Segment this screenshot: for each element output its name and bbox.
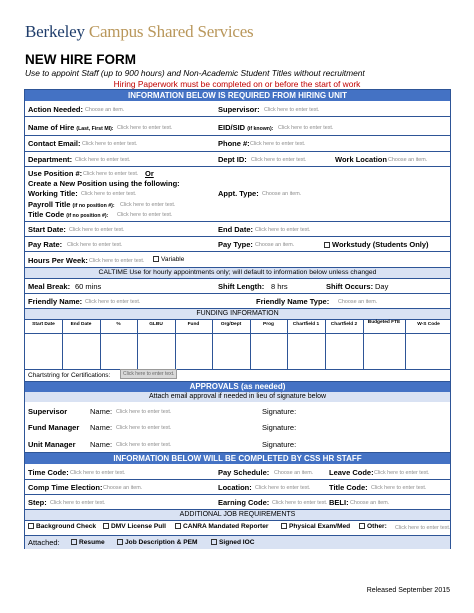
approval-signature-label: Signature: (262, 440, 297, 449)
location-label: Location: (218, 483, 252, 492)
signed-ioc-checkbox[interactable]: Signed IOC (211, 539, 255, 546)
end-date-label: End Date: (218, 225, 254, 234)
friendly-name-label: Friendly Name: (28, 297, 83, 306)
dept-id-input[interactable]: Click here to enter text. (251, 157, 307, 163)
checkbox-icon (281, 523, 287, 529)
or-label: Or (145, 169, 154, 178)
other-checkbox[interactable]: Other: (359, 523, 387, 530)
deadline-warning: Hiring Paperwork must be completed on or before the start of work (113, 79, 361, 89)
approvals-title: APPROVALS (as needed) (25, 382, 450, 392)
approval-role: Fund Manager (28, 423, 80, 432)
end-date-input[interactable]: Click here to enter text. (255, 227, 311, 233)
attached-label: Attached: (28, 538, 60, 547)
approval-role: Supervisor (28, 407, 68, 416)
work-location-label: Work Location (335, 155, 387, 164)
start-date-label: Start Date: (28, 225, 66, 234)
earning-code-label: Earning Code: (218, 498, 270, 507)
approval-name-label: Name: (90, 423, 113, 432)
funding-column-header: Chartfield 1 (292, 322, 320, 327)
funding-column-header: Fund (187, 322, 200, 327)
checkbox-icon (71, 539, 77, 545)
logo: Berkeley Campus Shared Services (25, 22, 254, 41)
working-title-input[interactable]: Click here to enter text. (81, 191, 137, 197)
pay-schedule-dropdown[interactable]: Choose an item. (274, 470, 314, 476)
shift-length-label: Shift Length: (218, 282, 265, 291)
dept-id-label: Dept ID: (218, 155, 247, 164)
action-needed-label: Action Needed: (28, 105, 84, 114)
checkbox-icon (28, 523, 34, 529)
resume-checkbox[interactable]: Resume (71, 539, 105, 546)
caltime-note: CALTIME Use for hourly appointments only; will default to information below unless changed (25, 268, 450, 278)
time-code-input[interactable]: Click here to enter text. (70, 470, 126, 476)
time-code-label: Time Code: (28, 468, 69, 477)
funding-column-header: W-S Code (417, 322, 440, 327)
shift-occurs-label: Shift Occurs: (326, 282, 374, 291)
appt-type-label: Appt. Type: (218, 189, 259, 198)
chartstring-label: Chartstring for Certifications: (28, 372, 111, 379)
pay-type-label: Pay Type: (218, 240, 253, 249)
friendly-name-type-dropdown[interactable]: Choose an item. (338, 299, 378, 305)
name-of-hire-input[interactable]: Click here to enter text. (117, 125, 173, 131)
variable-checkbox[interactable]: Variable (153, 256, 184, 263)
checkbox-icon (359, 523, 365, 529)
funding-column-header: % (116, 322, 121, 327)
supervisor-approval-name-input[interactable]: Click here to enter text. (116, 409, 172, 415)
friendly-name-type-label: Friendly Name Type: (256, 297, 330, 306)
approval-role: Unit Manager (28, 440, 76, 449)
form-subtitle: Use to appoint Staff (up to 900 hours) and Non-Academic Student Titles without recruitment (25, 68, 365, 78)
workstudy-checkbox[interactable]: Workstudy (Students Only) (324, 240, 429, 249)
meal-break-value[interactable]: 60 mins (75, 282, 102, 291)
leave-code-input[interactable]: Click here to enter text. (374, 470, 430, 476)
css-title-code-label: Title Code: (329, 483, 368, 492)
eid-sid-input[interactable]: Click here to enter text. (278, 125, 334, 131)
comp-time-label: Comp Time Election: (28, 483, 103, 492)
step-input[interactable]: Click here to enter text. (50, 500, 106, 506)
appt-type-dropdown[interactable]: Choose an item. (262, 191, 302, 197)
job-description-checkbox[interactable]: Job Description & PEM (117, 539, 198, 546)
checkbox-icon (324, 242, 330, 248)
step-label: Step: (28, 498, 47, 507)
leave-code-label: Leave Code: (329, 468, 374, 477)
shift-occurs-value[interactable]: Day (375, 282, 389, 291)
funding-column-header: End Date (70, 322, 92, 327)
approval-signature-label: Signature: (262, 407, 297, 416)
release-note: Released September 2015 (366, 587, 450, 594)
approval-name-label: Name: (90, 440, 113, 449)
pay-schedule-label: Pay Schedule: (218, 468, 270, 477)
contact-email-label: Contact Email: (28, 139, 81, 148)
funding-header-divider (25, 333, 450, 334)
beli-label: BELI: (329, 498, 349, 507)
approval-signature-label: Signature: (262, 423, 297, 432)
funding-column-header: Org/Dept (220, 322, 242, 327)
checkbox-icon (153, 256, 159, 262)
department-label: Department: (28, 155, 73, 164)
title-code-input[interactable]: Click here to enter text. (117, 212, 173, 218)
action-needed-dropdown[interactable]: Choose an item. (85, 107, 125, 113)
funding-column-header: Chartfield 2 (330, 322, 358, 327)
page-title: NEW HIRE FORM (25, 52, 136, 67)
unit-manager-name-input[interactable]: Click here to enter text. (116, 442, 172, 448)
work-location-dropdown[interactable]: Choose an item. (388, 157, 428, 163)
pay-rate-label: Pay Rate: (28, 240, 63, 249)
funding-column-divider (363, 319, 364, 369)
other-input[interactable]: Click here to enter text. (395, 525, 451, 531)
checkbox-icon (103, 523, 109, 529)
approval-name-label: Name: (90, 407, 113, 416)
position-number-input[interactable]: Click here to enter text. (83, 171, 139, 177)
supervisor-input[interactable]: Click here to enter text. (264, 107, 320, 113)
funding-title: FUNDING INFORMATION (25, 309, 450, 319)
comp-time-dropdown[interactable]: Choose an item. (103, 485, 143, 491)
hours-per-week-label: Hours Per Week: (28, 256, 88, 265)
approvals-note: Attach email approval if needed in lieu of signature below (25, 392, 450, 402)
supervisor-label: Supervisor: (218, 105, 260, 114)
eid-sid-label: EID/SID (if known): (218, 123, 274, 132)
title-code-label: Title Code (if no position #): (28, 210, 109, 219)
hours-per-week-input[interactable]: Click here to enter text. (89, 258, 145, 264)
chartstring-input[interactable]: Click here to enter text. (120, 369, 177, 379)
funding-column-header: Prog (263, 322, 274, 327)
payroll-title-label: Payroll Title (if no position #): (28, 200, 115, 209)
name-of-hire-label: Name of Hire (Last, First MI): (28, 123, 114, 132)
department-input[interactable]: Click here to enter text. (75, 157, 131, 163)
dmv-license-checkbox[interactable]: DMV License Pull (103, 523, 166, 530)
css-title-code-input[interactable]: Click here to enter text. (371, 485, 427, 491)
beli-dropdown[interactable]: Choose an item. (350, 500, 390, 506)
checkbox-icon (211, 539, 217, 545)
canra-reporter-checkbox[interactable]: CANRA Mandated Reporter (175, 523, 268, 530)
job-requirements-title: ADDITIONAL JOB REQUIREMENTS (25, 510, 450, 520)
new-hire-form (24, 89, 451, 549)
phone-input[interactable]: Click here to enter text. (250, 141, 306, 147)
earning-code-input[interactable]: Click here to enter text. (272, 500, 328, 506)
checkbox-icon (117, 539, 123, 545)
meal-break-label: Meal Break: (28, 282, 71, 291)
working-title-label: Working Title: (28, 189, 78, 198)
section-hiring-unit: INFORMATION BELOW IS REQUIRED FROM HIRING UNIT (25, 90, 450, 101)
friendly-name-input[interactable]: Click here to enter text. (85, 299, 141, 305)
start-date-input[interactable]: Click here to enter text. (69, 227, 125, 233)
pay-type-dropdown[interactable]: Choose an item. (255, 242, 295, 248)
pay-rate-input[interactable]: Click here to enter text. (67, 242, 123, 248)
checkbox-icon (175, 523, 181, 529)
phone-label: Phone #: (218, 139, 250, 148)
create-position-label: Create a New Position using the following: (28, 179, 180, 188)
contact-email-input[interactable]: Click here to enter text. (82, 141, 138, 147)
funding-column-header: Start Date (32, 322, 55, 327)
shift-length-value[interactable]: 8 hrs (271, 282, 288, 291)
css-hr-title: INFORMATION BELOW WILL BE COMPLETED BY CSS HR STAFF (25, 453, 450, 464)
fund-manager-name-input[interactable]: Click here to enter text. (116, 425, 172, 431)
location-input[interactable]: Click here to enter text. (255, 485, 311, 491)
use-position-label: Use Position #: (28, 169, 83, 178)
background-check-checkbox[interactable]: Background Check (28, 523, 96, 530)
funding-column-header: Budgeted FTE (367, 320, 401, 325)
physical-exam-checkbox[interactable]: Physical Exam/Med (281, 523, 350, 530)
payroll-title-input[interactable]: Click here to enter text. (120, 202, 176, 208)
funding-column-header: GLBU (149, 322, 163, 327)
